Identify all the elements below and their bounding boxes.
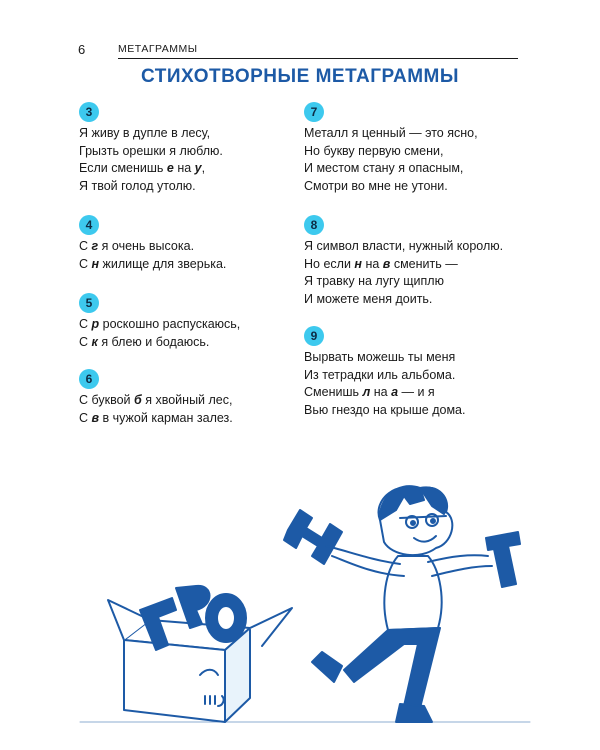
text-segment: С (79, 410, 92, 425)
poems-right-column (304, 102, 534, 417)
text-segment: Металл я ценный — это ясно, (304, 126, 478, 140)
highlighted-letter: г (91, 239, 99, 253)
poem-line (304, 238, 534, 256)
poem-9 (304, 326, 534, 419)
highlighted-letter: к (91, 334, 98, 349)
text-segment: , (201, 161, 206, 175)
text-segment: С (79, 334, 92, 349)
text-segment: Я твой голод утолю. (79, 178, 196, 193)
text-segment: Но если (304, 256, 355, 271)
poem-line (304, 291, 534, 309)
text-segment: Я живу в дупле в лесу, (79, 126, 211, 140)
text-segment: Грызть орешки я люблю. (79, 143, 223, 158)
text-segment: Смотри во мне не утони. (304, 178, 448, 193)
text-segment: Я травку на лугу щиплю (304, 274, 444, 288)
text-segment: С буквой (79, 393, 135, 407)
text-segment: И местом стану я опасным, (304, 161, 464, 175)
text-segment: Вырвать можешь ты меня (304, 350, 456, 364)
poem-line (304, 367, 534, 385)
poem-line (304, 178, 534, 196)
poem-number-badge: 6 (79, 369, 99, 389)
poem-number-badge: 4 (79, 215, 99, 235)
text-segment: я очень высока. (98, 239, 195, 253)
poems-left-column (79, 102, 309, 425)
highlighted-letter: б (134, 393, 142, 407)
poem-line (304, 160, 534, 178)
text-segment: С (79, 239, 92, 253)
text-segment: Я символ власти, нужный королю. (304, 239, 504, 253)
poem-line (304, 143, 534, 161)
poem-line (304, 349, 534, 367)
poem-4 (79, 215, 309, 273)
poem-6 (79, 369, 309, 427)
poem-line (304, 256, 534, 274)
boy (312, 486, 492, 722)
poem-line (79, 160, 309, 178)
text-segment: в чужой карман залез. (99, 410, 233, 425)
held-letter-t (486, 532, 520, 587)
poem-8 (304, 215, 534, 308)
poem-line (304, 125, 534, 143)
poem-5 (79, 293, 309, 351)
text-segment: роскошно распускаюсь, (99, 317, 241, 331)
poem-line (79, 316, 309, 334)
poem-line (79, 410, 309, 428)
poem-line (79, 178, 309, 196)
highlighted-letter: е (166, 161, 174, 175)
poem-line (79, 334, 309, 352)
text-segment: — и я (398, 385, 435, 399)
poem-number-badge: 8 (304, 215, 324, 235)
poem-line (79, 125, 309, 143)
highlighted-letter: р (91, 317, 100, 331)
highlighted-letter: в (382, 256, 391, 271)
highlighted-letter: н (91, 256, 100, 271)
running-title: МЕТАГРАММЫ (118, 43, 198, 55)
page-header (78, 40, 518, 60)
text-segment: Сменишь (304, 385, 363, 399)
highlighted-letter: у (194, 161, 202, 175)
text-segment: на (370, 385, 392, 399)
boy-with-letters-illustration (0, 460, 600, 730)
poem-line (79, 238, 309, 256)
poem-line (79, 143, 309, 161)
text-segment: жилище для зверька. (99, 256, 227, 271)
text-segment: на (173, 161, 195, 175)
text-segment: на (361, 256, 383, 271)
text-segment: Если сменишь (79, 161, 167, 175)
poem-line (304, 273, 534, 291)
poem-3 (79, 102, 309, 195)
page-title: СТИХОТВОРНЫЕ МЕТАГРАММЫ (141, 66, 459, 87)
poem-line (79, 392, 309, 410)
header-rule (118, 58, 518, 59)
poem-number-badge: 5 (79, 293, 99, 313)
text-segment: И можете меня доить. (304, 291, 433, 306)
poem-7 (304, 102, 534, 195)
poem-number-badge: 7 (304, 102, 324, 122)
highlighted-letter: а (391, 385, 399, 399)
text-segment: Но букву первую смени, (304, 143, 444, 158)
page-number: 6 (78, 42, 86, 57)
text-segment: я блею и бодаюсь. (97, 334, 210, 349)
poem-line (304, 384, 534, 402)
poem-line (304, 402, 534, 420)
text-segment: сменить — (390, 256, 458, 271)
poem-line (79, 256, 309, 274)
text-segment: Вью гнездо на крыше дома. (304, 402, 466, 417)
text-segment: я хвойный лес, (141, 393, 233, 407)
highlighted-letter: н (354, 256, 362, 271)
poem-number-badge: 9 (304, 326, 324, 346)
highlighted-letter: л (362, 385, 371, 399)
text-segment: С (79, 317, 92, 331)
text-segment: С (79, 256, 92, 271)
text-segment: Из тетрадки иль альбома. (304, 367, 456, 382)
highlighted-letter: в (91, 410, 100, 425)
poem-number-badge: 3 (79, 102, 99, 122)
